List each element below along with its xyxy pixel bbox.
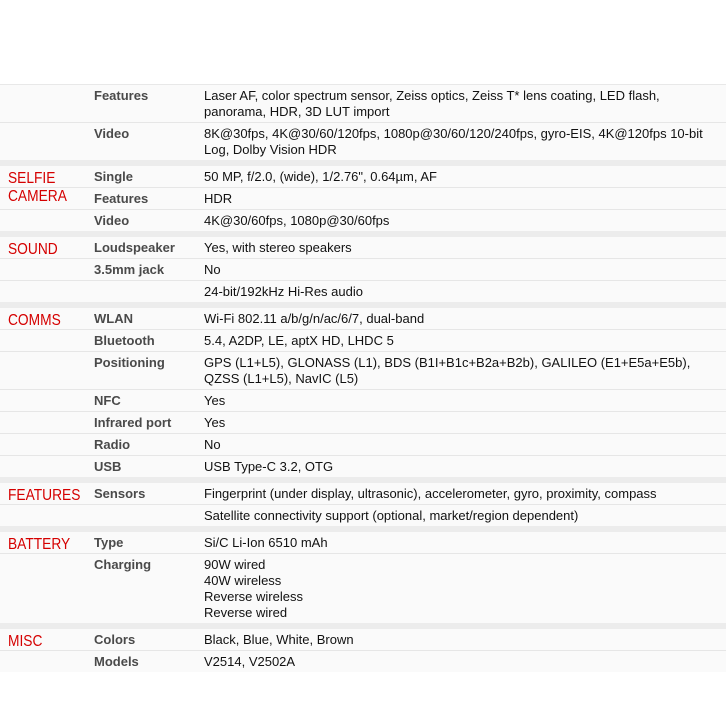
spec-value: 50 MP, f/2.0, (wide), 1/2.76", 0.64µm, AF [204, 169, 437, 184]
spec-value: Fingerprint (under display, ultrasonic), accelerometer, gyro, proximity, compass [204, 486, 657, 501]
spec-row [0, 258, 726, 280]
spec-label[interactable]: Features [94, 88, 149, 103]
spec-value: GPS (L1+L5), GLONASS (L1), BDS (B1I+B1c+B2a+B2b), GALILEO (E1+E5a+E5b), QZSS (L1+L5), NavIC (L5) [204, 355, 691, 386]
spec-section [0, 160, 726, 231]
spec-label[interactable]: Infrared port [94, 415, 172, 430]
section-title[interactable]: MISC [8, 633, 43, 650]
spec-row [0, 166, 726, 187]
spec-row [0, 237, 726, 258]
spec-row [0, 209, 726, 231]
spec-section [0, 526, 726, 623]
spec-value: USB Type-C 3.2, OTG [204, 459, 334, 474]
spec-row [0, 455, 726, 477]
spec-table [0, 84, 726, 672]
spec-row [0, 553, 726, 623]
spec-label[interactable]: USB [94, 459, 122, 474]
spec-row [0, 187, 726, 209]
spec-section [0, 231, 726, 302]
spec-row [0, 532, 726, 553]
spec-value: Yes [204, 393, 226, 408]
spec-value: 5.4, A2DP, LE, aptX HD, LHDC 5 [204, 333, 394, 348]
spec-value: Laser AF, color spectrum sensor, Zeiss optics, Zeiss T* lens coating, LED flash, panorama, HDR, 3D LUT import [204, 88, 660, 119]
spec-label[interactable]: Radio [94, 437, 131, 452]
spec-value: HDR [204, 191, 233, 206]
spec-row [0, 280, 726, 302]
spec-section [0, 84, 726, 160]
spec-label[interactable]: Charging [94, 557, 152, 572]
spec-label[interactable]: WLAN [94, 311, 133, 326]
spec-section [0, 477, 726, 526]
spec-row [0, 389, 726, 411]
spec-row [0, 433, 726, 455]
spec-value: Wi-Fi 802.11 a/b/g/n/ac/6/7, dual-band [204, 311, 425, 326]
spec-label[interactable]: Single [94, 169, 134, 184]
spec-label[interactable] [0, 505, 204, 526]
spec-label[interactable]: Sensors [94, 486, 146, 501]
spec-value: Yes, with stereo speakers [204, 240, 352, 255]
spec-value: No [204, 262, 221, 277]
spec-row [0, 308, 726, 329]
spec-label[interactable]: Positioning [94, 355, 165, 370]
spec-row [0, 650, 726, 672]
spec-row [0, 411, 726, 433]
spec-label[interactable]: Loudspeaker [94, 240, 175, 255]
spec-value: Black, Blue, White, Brown [204, 632, 354, 647]
spec-value: 4K@30/60fps, 1080p@30/60fps [204, 213, 390, 228]
spec-row [0, 629, 726, 650]
section-title[interactable]: SOUND [8, 241, 58, 258]
spec-label[interactable]: Video [94, 213, 130, 228]
spec-label[interactable]: Video [94, 126, 130, 141]
section-title[interactable]: SELFIE CAMERA [8, 170, 67, 205]
spec-label[interactable]: Type [94, 535, 124, 550]
spec-label[interactable] [0, 281, 204, 302]
spec-row [0, 351, 726, 389]
spec-value: No [204, 437, 221, 452]
spec-value: Satellite connectivity support (optional, market/region dependent) [204, 508, 579, 523]
spec-value: V2514, V2502A [204, 654, 296, 669]
spec-value: 8K@30fps, 4K@30/60/120fps, 1080p@30/60/120/240fps, gyro-EIS, 4K@120fps 10-bit Log, Dolby Vision HDR [204, 126, 703, 157]
spec-row [0, 504, 726, 526]
spec-label[interactable]: Features [94, 191, 149, 206]
spec-row [0, 329, 726, 351]
spec-label[interactable]: Models [94, 654, 139, 669]
spec-label[interactable]: Colors [94, 632, 136, 647]
spec-value: 90W wired 40W wireless Reverse wireless Reverse wired [204, 557, 303, 620]
spec-label[interactable]: NFC [94, 393, 121, 408]
spec-row [0, 483, 726, 504]
section-title[interactable]: BATTERY [8, 536, 71, 553]
spec-section [0, 302, 726, 477]
spec-label[interactable]: Bluetooth [94, 333, 155, 348]
spec-value: Si/C Li-Ion 6510 mAh [204, 535, 328, 550]
spec-value: Yes [204, 415, 226, 430]
spec-value: 24-bit/192kHz Hi-Res audio [204, 284, 363, 299]
spec-label[interactable]: 3.5mm jack [94, 262, 165, 277]
spec-section [0, 623, 726, 672]
section-title[interactable]: COMMS [8, 312, 61, 329]
spec-row [0, 122, 726, 160]
section-title[interactable]: FEATURES [8, 487, 81, 504]
spec-row [0, 85, 726, 122]
